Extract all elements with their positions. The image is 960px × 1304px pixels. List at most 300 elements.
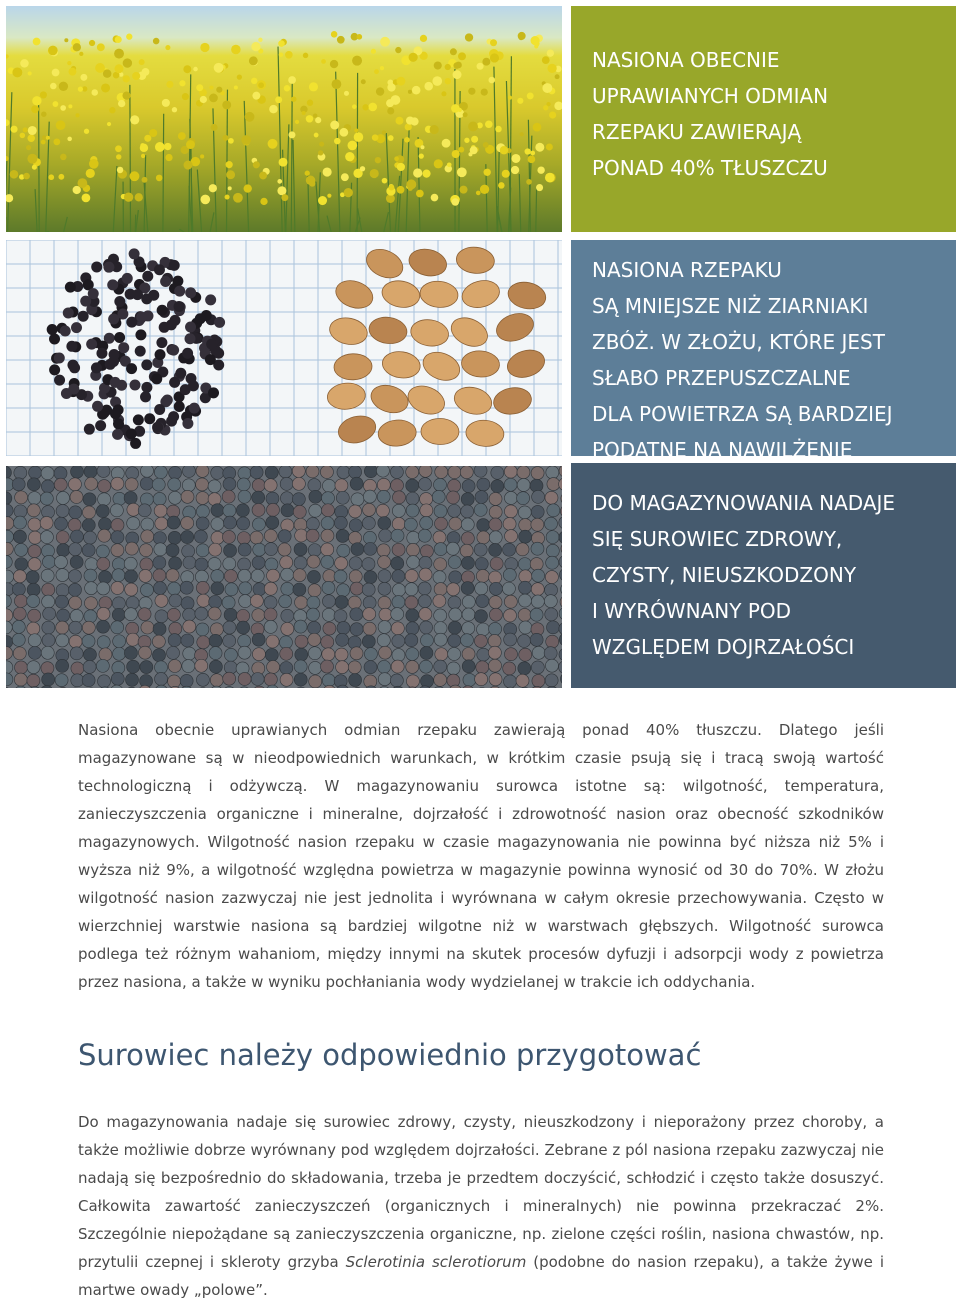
rapeseed-grain (308, 633, 321, 646)
rape-seed (109, 349, 120, 360)
rapeseed-grain (379, 608, 392, 621)
rapeseed-grain (292, 493, 305, 506)
panel-line: PODATNE NA NAWILŻENIE (592, 432, 956, 468)
rapeseed-grain (294, 556, 307, 569)
rapeseed-grain (406, 687, 419, 688)
rapeseed-grain (406, 479, 419, 492)
rapeseed-grain (349, 519, 362, 532)
blossom (546, 143, 553, 150)
rapeseed-grain (82, 519, 95, 532)
blossom (397, 77, 406, 86)
blossom (182, 93, 189, 100)
blossom (408, 186, 413, 191)
rapeseed-grain (85, 477, 98, 490)
rapeseed-grain (208, 480, 221, 493)
rapeseed-grain (504, 675, 517, 688)
blossom (23, 173, 30, 180)
blossom (370, 169, 379, 178)
blossom (59, 82, 68, 91)
rapeseed-grain (250, 594, 263, 607)
rapeseed-grain (462, 480, 475, 493)
rapeseed-grain (433, 531, 446, 544)
blossom (288, 131, 295, 138)
rapeseed-grain (281, 568, 294, 581)
stem (536, 188, 537, 232)
rapeseed-grain (546, 544, 559, 557)
grain-kernel (327, 315, 369, 348)
rape-seed (108, 314, 119, 325)
rapeseed-grain (139, 569, 152, 582)
rapeseed-grain (460, 544, 473, 557)
rapeseed-grain (55, 674, 68, 687)
blossom (11, 126, 18, 133)
blossom (115, 36, 122, 43)
rapeseed-grain (323, 622, 336, 635)
rapeseed-grain (140, 477, 153, 490)
rapeseed-grain (27, 622, 40, 635)
rapeseed-grain (516, 543, 529, 556)
rapeseed-grain (349, 505, 362, 518)
rapeseed-grain (196, 505, 209, 518)
blossom (447, 162, 452, 167)
panel-line: SIĘ SUROWIEC ZDROWY, (592, 521, 956, 557)
rape-seed (205, 294, 216, 305)
blossom (549, 111, 556, 118)
rapeseed-grain (446, 542, 459, 555)
rapeseed-grain (238, 635, 251, 648)
rape-seed (185, 322, 196, 333)
rapeseed-grain (84, 531, 97, 544)
rapeseed-grain (181, 531, 194, 544)
rapeseed-grain (321, 555, 334, 568)
rapeseed-grain (223, 672, 236, 685)
rapeseed-grain (350, 608, 363, 621)
rapeseed-grain (322, 479, 335, 492)
rapeseed-grain (474, 610, 487, 623)
stem (210, 212, 214, 232)
rapeseed-grain (377, 490, 390, 503)
rapeseed-grain (336, 491, 349, 504)
blossom (200, 43, 209, 52)
rapeseed-grain (406, 466, 419, 479)
rapeseed-grain (56, 569, 69, 582)
rapeseed-grain (363, 503, 376, 516)
rapeseed-grain (125, 478, 138, 491)
blossom (178, 132, 186, 140)
stem (113, 166, 117, 232)
rapeseed-grain (560, 686, 562, 688)
blossom (209, 184, 217, 192)
blossom (226, 170, 235, 179)
rape-seed (60, 326, 71, 337)
rape-seed (84, 424, 95, 435)
blossom (78, 178, 88, 188)
blossom (200, 96, 207, 103)
rapeseed-grain (293, 505, 306, 518)
blossom (68, 104, 72, 108)
stem (64, 217, 68, 232)
rape-seed (162, 395, 173, 406)
rapeseed-grain (532, 569, 545, 582)
rapeseed-grain (169, 557, 182, 570)
rape-seed (169, 260, 180, 271)
rapeseed-grain (474, 466, 487, 477)
rapeseed-grain (463, 673, 476, 686)
rapeseed-grain (476, 595, 489, 608)
blossom (536, 184, 543, 191)
blossom (277, 179, 282, 184)
rapeseed-grain (126, 596, 139, 609)
rapeseed-grain (57, 544, 70, 557)
rapeseed-grain (168, 675, 181, 688)
rape-seed (92, 401, 103, 412)
rapeseed-grain (504, 466, 517, 478)
rapeseed-grain (209, 647, 222, 660)
rapeseed-grain (559, 478, 562, 491)
rapeseed-grain (265, 558, 278, 571)
rapeseed-grain (559, 466, 562, 477)
rapeseed-grain (70, 530, 83, 543)
rapeseed-grain (517, 466, 530, 479)
rapeseed-grain (448, 647, 461, 660)
rapeseed-grain (489, 492, 502, 505)
blossom (413, 168, 422, 177)
blossom (394, 156, 399, 161)
rapeseed-grain (560, 595, 562, 608)
rapeseed-grain (350, 623, 363, 636)
blossom (434, 159, 443, 168)
blossom (165, 154, 172, 161)
rapeseed-grain (362, 635, 375, 648)
rapeseed-grain (111, 518, 124, 531)
rapeseed-grain (196, 544, 209, 557)
rapeseed-grain (449, 571, 462, 584)
rapeseed-grain (180, 581, 193, 594)
blossom (20, 59, 29, 68)
rapeseed-grain (181, 517, 194, 530)
rapeseed-grain (12, 620, 25, 633)
rapeseed-grain (435, 648, 448, 661)
rapeseed-grain (237, 517, 250, 530)
rapeseed-grain (419, 568, 432, 581)
blossom (395, 117, 403, 125)
rapeseed-grain (181, 634, 194, 647)
rapeseed-grain (547, 621, 560, 634)
rapeseed-grain (545, 608, 558, 621)
blossom (139, 59, 145, 65)
rapeseed-grain (41, 646, 54, 659)
rapeseed-grain (362, 558, 375, 571)
rapeseed-grain (518, 662, 531, 675)
rapeseed-grain (545, 659, 558, 672)
rapeseed-grain (378, 570, 391, 583)
rapeseed-grain (222, 490, 235, 503)
rapeseed-grain (362, 517, 375, 530)
blossom (291, 97, 296, 102)
rapeseed-grain (334, 570, 347, 583)
rapeseed-grain (57, 609, 70, 622)
rapeseed-grain (224, 648, 237, 661)
rapeseed-grain (211, 582, 224, 595)
blossom (268, 139, 278, 149)
rapeseed-grain (196, 466, 209, 477)
rape-seed (129, 248, 140, 259)
rapeseed-grain (378, 686, 391, 688)
rapeseed-grain (561, 492, 562, 505)
rapeseed-grain (378, 556, 391, 569)
rapeseed-grain (98, 480, 111, 493)
blossom (319, 142, 324, 147)
rape-seed (174, 401, 185, 412)
blossom (344, 188, 353, 197)
rapeseed-grain (559, 661, 562, 674)
blossom (183, 65, 191, 73)
blossom (306, 115, 313, 122)
grain-kernel (381, 349, 422, 380)
blossom (463, 112, 468, 117)
blossom (26, 145, 31, 150)
rapeseed-grain (392, 491, 405, 504)
blossom (307, 99, 313, 105)
rapeseed-grain (250, 531, 263, 544)
rapeseed-grain (111, 672, 124, 685)
rapeseed-grain (27, 661, 40, 674)
blossom (345, 152, 354, 161)
rapeseed-grain (504, 595, 517, 608)
rapeseed-grain (264, 620, 277, 633)
blossom (79, 52, 83, 56)
rapeseed-grain (378, 660, 391, 673)
rapeseed-grain (476, 661, 489, 674)
seeds-comparison-illustration (6, 240, 562, 456)
rapeseed-grain (252, 491, 265, 504)
blossom (162, 99, 170, 107)
rapeseed-grain (489, 582, 502, 595)
rapeseed-grain (504, 505, 517, 518)
rapeseed-grain (559, 607, 562, 620)
rapeseed-grain (544, 517, 557, 530)
rapeseed-grain (194, 530, 207, 543)
rapeseed-grain (28, 687, 41, 688)
blossom (52, 101, 58, 107)
blossom (141, 154, 145, 158)
rape-seed (157, 305, 168, 316)
seeds-comparison-photo (6, 240, 562, 456)
rapeseed-grain (237, 621, 250, 634)
rapeseed-grain (124, 491, 137, 504)
blossom (209, 94, 218, 103)
rapeseed-grain (250, 466, 263, 479)
rapeseed-grain (264, 673, 277, 686)
rapeseed-grain (223, 634, 236, 647)
blossom (422, 170, 430, 178)
blossom (46, 136, 50, 140)
blossom (445, 64, 451, 70)
rapeseed-grain (278, 530, 291, 543)
rapeseed-grain (321, 504, 334, 517)
rapeseed-grain (392, 570, 405, 583)
blossom (122, 92, 130, 100)
rapeseed-grain (168, 634, 181, 647)
rapeseed-grain (182, 479, 195, 492)
rapeseed-grain (168, 659, 181, 672)
rapeseed-grain (532, 490, 545, 503)
rapeseed-grain (253, 686, 266, 688)
rape-seed (182, 418, 193, 429)
rapeseed-grain (168, 531, 181, 544)
blossom (372, 134, 379, 141)
rapeseed-grain (280, 477, 293, 490)
rapeseed-grain (41, 467, 54, 480)
blossom (327, 194, 331, 198)
blossom (330, 121, 339, 130)
rapeseed-grain (280, 673, 293, 686)
blossom (397, 163, 405, 171)
blossom (89, 159, 99, 169)
blossom (445, 78, 451, 84)
rapeseed-grain (461, 686, 474, 688)
rapeseed-grain (265, 648, 278, 661)
rapeseed-grain (308, 584, 321, 597)
rapeseed-grain (209, 634, 222, 647)
rapeseed-grain (406, 492, 419, 505)
blossom (69, 68, 77, 76)
blossom (533, 123, 542, 132)
rapeseed-grain (420, 646, 433, 659)
rapeseed-grain (69, 621, 82, 634)
rapeseed-grain (363, 490, 376, 503)
rapeseed-grain (29, 466, 42, 479)
rapeseed-grain (376, 504, 389, 517)
blossom (389, 185, 395, 191)
blossom (453, 70, 462, 79)
panel-line: CZYSTY, NIEUSZKODZONY (592, 557, 956, 593)
rapeseed-grain (335, 557, 348, 570)
rapeseed-grain (281, 582, 294, 595)
rapeseed-grain (449, 517, 462, 530)
rapeseed-grain (294, 620, 307, 633)
rape-seed (133, 414, 144, 425)
rape-seed (68, 384, 79, 395)
rapeseed-grain (42, 634, 55, 647)
blossom (115, 145, 122, 152)
rapeseed-grain (364, 571, 377, 584)
blossom (360, 166, 365, 171)
rapeseed-grain (264, 582, 277, 595)
rapeseed-grain (475, 491, 488, 504)
rapeseed-grain (28, 492, 41, 505)
rapeseed-grain (83, 493, 96, 506)
blossom (140, 144, 148, 152)
rape-seed (103, 262, 114, 273)
rapeseed-grain (489, 531, 502, 544)
rape-seed (154, 264, 165, 275)
rapeseed-grain (113, 647, 126, 660)
blossom (56, 120, 66, 130)
rapeseed-grain (462, 660, 475, 673)
rapeseed-grain (6, 595, 11, 608)
rapeseed-grain (322, 608, 335, 621)
rapeseed-grain (519, 530, 532, 543)
rapeseed-grain (309, 490, 322, 503)
blossom (41, 111, 46, 116)
rapeseed-grain (252, 633, 265, 646)
rapeseed-grain (41, 569, 54, 582)
rapeseed-grain (392, 583, 405, 596)
blossom (196, 84, 203, 91)
rapeseed-grain (462, 648, 475, 661)
blossom (277, 186, 286, 195)
blossom (482, 58, 490, 66)
rapeseed-grain (6, 542, 13, 555)
blossom (165, 45, 170, 50)
stem (327, 216, 331, 232)
blossom (6, 119, 9, 126)
rapeseed-grain (477, 519, 490, 532)
blossom (412, 86, 421, 95)
blossom (459, 186, 467, 194)
rapeseed-grain (378, 673, 391, 686)
blossom (451, 104, 460, 113)
rapeseed-grain (294, 673, 307, 686)
rapeseed-grain (531, 542, 544, 555)
blossom (234, 85, 238, 89)
rapeseed-grain (28, 634, 41, 647)
rapeseed-grain (308, 621, 321, 634)
rape-seed (78, 311, 89, 322)
rapeseed-grain (155, 610, 168, 623)
blossom (387, 83, 395, 91)
rapeseed-grain (6, 646, 13, 659)
rapeseed-grain (503, 609, 516, 622)
rapeseed-grain (546, 531, 559, 544)
rapeseed-grain (433, 478, 446, 491)
rapeseed-grain (559, 516, 562, 529)
rapeseed-grain (252, 648, 265, 661)
rapeseed-grain (406, 622, 419, 635)
rapeseed-grain (337, 621, 350, 634)
rapeseed-grain (504, 478, 517, 491)
rapeseed-grain (208, 607, 221, 620)
rapeseed-grain (434, 622, 447, 635)
panel-line: ZBÓŻ. W ZŁOŻU, KTÓRE JEST (592, 324, 956, 360)
blossom (495, 126, 502, 133)
rape-seed (122, 273, 133, 284)
storage-quality-panel (571, 463, 956, 688)
rapeseed-grain (517, 492, 530, 505)
rapeseed-grain (559, 648, 562, 661)
rapeseed-field-photo (6, 6, 562, 232)
rapeseed-grain (292, 466, 305, 478)
rape-seed (126, 363, 137, 374)
rape-seed (152, 422, 163, 433)
rapeseed-grain (210, 686, 223, 688)
blossom (330, 60, 338, 68)
rapeseed-grain (406, 660, 419, 673)
rapeseed-grain (337, 544, 350, 557)
blossom (535, 143, 544, 152)
blossom (114, 49, 124, 59)
blossom (222, 100, 231, 109)
rapeseed-grain (182, 660, 195, 673)
rapeseed-grain (125, 687, 138, 688)
blossom (201, 195, 211, 205)
blossom (542, 56, 550, 64)
rapeseed-grain (447, 491, 460, 504)
blossom (323, 167, 332, 176)
blossom (86, 169, 95, 178)
blossom (525, 148, 531, 154)
